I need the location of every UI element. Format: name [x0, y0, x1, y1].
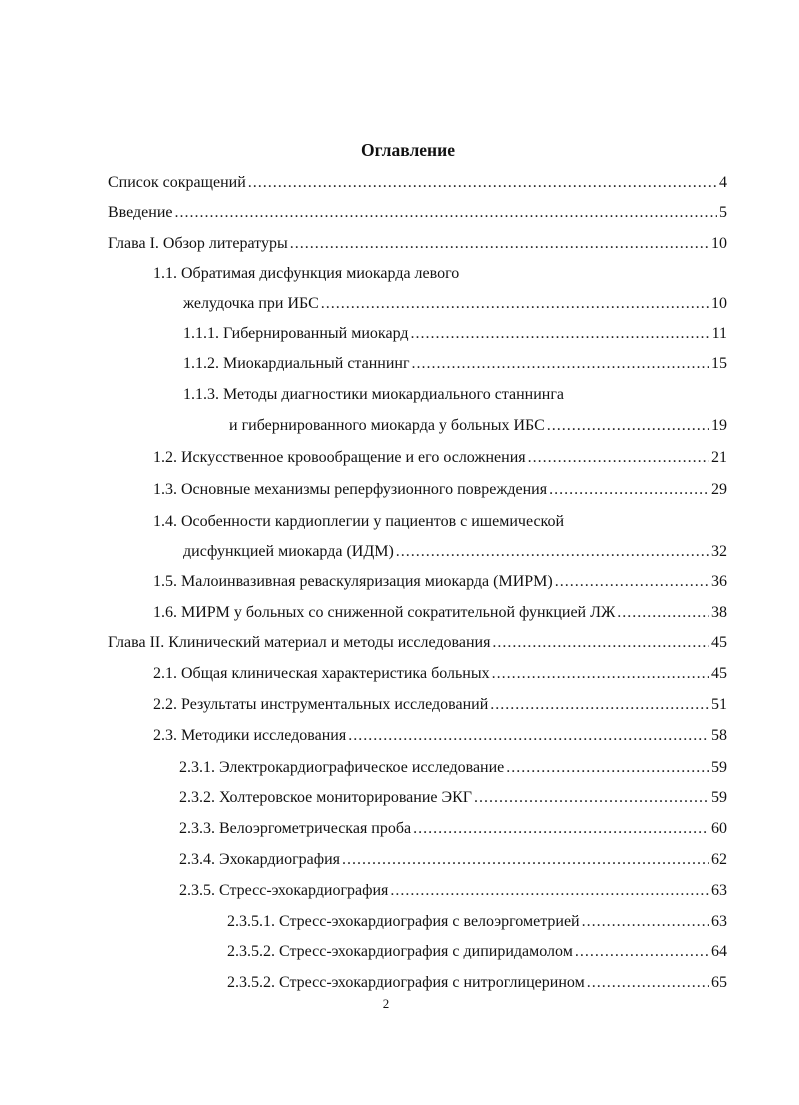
- toc-page-number: 59: [711, 789, 727, 806]
- toc-entry: [153, 446, 727, 470]
- toc-leader: [412, 352, 709, 376]
- toc-leader: [575, 940, 709, 964]
- toc-entry: [179, 786, 727, 810]
- toc-page-number: 59: [711, 759, 727, 776]
- toc-leader: [321, 292, 709, 316]
- toc-entry: [227, 940, 727, 964]
- toc-leader: [490, 693, 709, 717]
- toc-entry: [153, 662, 727, 686]
- toc-leader: [587, 971, 709, 995]
- toc-entry-text: Глава II. Клинический материал и методы исследования: [108, 634, 491, 651]
- toc-page-number: 5: [719, 204, 727, 221]
- toc-entry-text: 2.3.5. Стресс-эхокардиография: [179, 882, 389, 899]
- toc-entry-text: 2.3.1. Электрокардиографическое исследование: [179, 759, 505, 776]
- toc-page-number: 63: [711, 913, 727, 930]
- toc-page-number: 58: [711, 727, 727, 744]
- toc-page-number: 62: [711, 851, 727, 868]
- toc-entry-text: и гибернированного миокарда у больных ИБС: [229, 417, 545, 434]
- toc-entry: [179, 756, 727, 780]
- toc-page-number: 60: [711, 820, 727, 837]
- toc-page-number: 65: [711, 974, 727, 991]
- toc-leader: [390, 879, 709, 903]
- toc-entry: [183, 352, 727, 376]
- toc-entry-text-line1: 1.1.3. Методы диагностики миокардиального станнинга: [183, 386, 565, 403]
- toc-entry-text: дисфункцией миокарда (ИДМ): [183, 543, 394, 560]
- toc-page-number: 4: [719, 174, 727, 191]
- toc-entry-text: Список сокращений: [108, 174, 246, 191]
- toc-leader: [617, 601, 709, 625]
- toc-leader: [547, 414, 709, 438]
- toc-entry-text-line1: 1.4. Особенности кардиоплегии у пациентов с ишемической: [153, 513, 565, 530]
- toc-entry: [227, 971, 727, 995]
- toc-leader: [555, 570, 709, 594]
- toc-leader: [549, 478, 709, 502]
- toc-entry: [229, 414, 727, 438]
- toc-entry-text: 2.3.2. Холтеровское мониторирование ЭКГ: [179, 789, 472, 806]
- toc-entry-text: 2.2. Результаты инструментальных исследований: [153, 696, 489, 713]
- toc-entry-text: 1.6. МИРМ у больных со сниженной сократительной функцией ЛЖ: [153, 604, 616, 621]
- toc-entry: [153, 601, 727, 625]
- toc-entry-text: Введение: [108, 204, 173, 221]
- toc-entry: [153, 693, 727, 717]
- toc-leader: [342, 848, 709, 872]
- toc-page-number: 10: [711, 295, 727, 312]
- toc-entry: [153, 724, 727, 748]
- toc-leader: [528, 446, 709, 470]
- toc-leader: [248, 171, 717, 195]
- toc-page-number: 51: [711, 696, 727, 713]
- toc-entry-text: 1.1.1. Гибернированный миокард: [183, 325, 409, 342]
- toc-entry-text: 2.3.4. Эхокардиография: [179, 851, 341, 868]
- toc-page-number: 19: [711, 417, 727, 434]
- toc-leader: [290, 232, 709, 256]
- toc-entry: [183, 292, 727, 316]
- page-title: Оглавление: [361, 140, 455, 160]
- toc-page-number: 32: [711, 543, 727, 560]
- page-number: 2: [382, 996, 390, 1011]
- toc-entry: [227, 910, 727, 934]
- toc-entry: [153, 570, 727, 594]
- toc-leader: [396, 540, 709, 564]
- toc-entry: [108, 171, 727, 195]
- toc-entry-text: 1.1.2. Миокардиальный станнинг: [183, 355, 410, 372]
- toc-entry-text: 1.2. Искусственное кровообращение и его осложнения: [153, 449, 526, 466]
- toc-leader: [413, 817, 709, 841]
- toc-entry-text: желудочка при ИБС: [183, 295, 319, 312]
- toc-leader: [348, 724, 709, 748]
- toc-page-number: 64: [711, 943, 727, 960]
- toc-entry-text-line1: 1.1. Обратимая дисфункция миокарда левого: [153, 265, 460, 282]
- toc-page-number: 10: [711, 235, 727, 252]
- toc-page-number: 11: [711, 325, 727, 342]
- toc-entry-text: 2.3.5.1. Стресс-эхокардиография с велоэргометрией: [227, 913, 580, 930]
- toc-entry-text: 2.1. Общая клиническая характеристика больных: [153, 665, 490, 682]
- toc-leader: [474, 786, 709, 810]
- toc-entry: [108, 631, 727, 655]
- toc-entry: [108, 232, 727, 256]
- toc-entry-text: 2.3.5.2. Стресс-эхокардиография с нитроглицерином: [227, 974, 585, 991]
- toc-leader: [175, 201, 718, 225]
- toc-entry: [108, 201, 727, 225]
- toc-entry-text: 1.5. Малоинвазивная реваскуляризация миокарда (МИРМ): [153, 573, 553, 590]
- toc-entry-text: 2.3.5.2. Стресс-эхокардиография с дипиридамолом: [227, 943, 573, 960]
- toc-leader: [492, 662, 709, 686]
- toc-entry: [183, 540, 727, 564]
- toc-leader: [506, 756, 709, 780]
- toc-entry: [179, 848, 727, 872]
- toc-entry: [179, 817, 727, 841]
- toc-entry-text: Глава I. Обзор литературы: [108, 235, 288, 252]
- toc-leader: [411, 322, 710, 346]
- toc-page-number: 63: [711, 882, 727, 899]
- toc-entry-text: 1.3. Основные механизмы реперфузионного повреждения: [153, 481, 548, 498]
- toc-page-number: 36: [711, 573, 727, 590]
- toc-entry: [153, 478, 727, 502]
- toc-entry-text: 2.3. Методики исследования: [153, 727, 347, 744]
- toc-page-number: 45: [711, 665, 727, 682]
- toc-page-number: 45: [711, 634, 727, 651]
- toc-page-number: 21: [711, 449, 727, 466]
- toc-leader: [492, 631, 709, 655]
- toc-entry: [183, 322, 727, 346]
- toc-page-number: 29: [711, 481, 727, 498]
- toc-entry-text: 2.3.3. Велоэргометрическая проба: [179, 820, 412, 837]
- toc-page-number: 15: [711, 355, 727, 372]
- toc-leader: [582, 910, 709, 934]
- toc-entry: [179, 879, 727, 903]
- toc-page-number: 38: [711, 604, 727, 621]
